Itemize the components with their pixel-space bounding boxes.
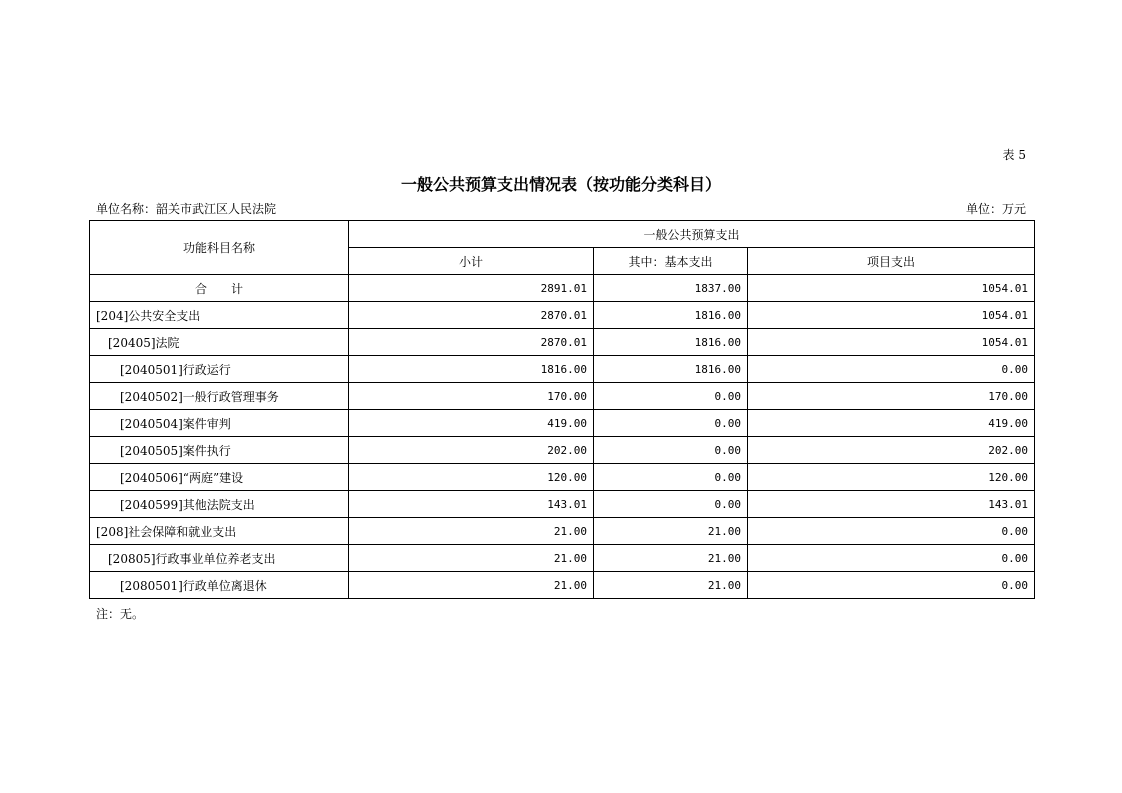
table-row [90,491,1035,518]
row-name: [2080501]行政单位离退休 [90,572,349,599]
row-name: [2040501]行政运行 [90,356,349,383]
unit-name: 单位名称：韶关市武江区人民法院 [96,202,277,216]
table-row [90,437,1035,464]
table-row [90,410,1035,437]
row-subtotal: 2870.01 [349,329,594,356]
row-name: [2040505]案件执行 [90,437,349,464]
table-row [90,302,1035,329]
row-basic: 1816.00 [594,329,748,356]
row-subtotal: 120.00 [349,464,594,491]
table-row [90,329,1035,356]
table-row [90,572,1035,599]
row-project: 202.00 [748,437,1035,464]
row-subtotal: 21.00 [349,572,594,599]
row-basic: 0.00 [594,437,748,464]
row-name: [20405]法院 [90,329,349,356]
row-project: 170.00 [748,383,1035,410]
row-subtotal: 2891.01 [349,275,594,302]
row-name: [208]社会保障和就业支出 [90,518,349,545]
row-name: [2040504]案件审判 [90,410,349,437]
table-row [90,275,1035,302]
row-subtotal: 2870.01 [349,302,594,329]
row-name: 合 计 [90,275,349,302]
row-project: 143.01 [748,491,1035,518]
row-basic: 1816.00 [594,356,748,383]
table-row [90,383,1035,410]
row-project: 0.00 [748,572,1035,599]
header-project: 项目支出 [748,248,1035,275]
row-project: 120.00 [748,464,1035,491]
header-subtotal: 小计 [349,248,594,275]
currency-unit: 单位：万元 [965,202,1026,216]
row-basic: 0.00 [594,410,748,437]
footnote: 注：无。 [96,607,145,621]
row-subtotal: 202.00 [349,437,594,464]
table-row [90,518,1035,545]
row-subtotal: 21.00 [349,545,594,572]
row-subtotal: 143.01 [349,491,594,518]
row-name: [2040506]“两庭”建设 [90,464,349,491]
row-name: [204]公共安全支出 [90,302,349,329]
row-basic: 21.00 [594,545,748,572]
row-subtotal: 1816.00 [349,356,594,383]
row-name: [20805]行政事业单位养老支出 [90,545,349,572]
row-basic: 0.00 [594,464,748,491]
row-basic: 1816.00 [594,302,748,329]
budget-table [89,220,1035,599]
row-basic: 0.00 [594,383,748,410]
row-basic: 0.00 [594,491,748,518]
header-func-name: 功能科目名称 [90,221,349,275]
row-project: 1054.01 [748,302,1035,329]
table-number: 表 5 [1002,148,1026,162]
row-project: 0.00 [748,356,1035,383]
row-name: [2040502]一般行政管理事务 [90,383,349,410]
table-row [90,356,1035,383]
row-project: 419.00 [748,410,1035,437]
row-basic: 1837.00 [594,275,748,302]
row-project: 1054.01 [748,275,1035,302]
row-project: 1054.01 [748,329,1035,356]
table-row [90,464,1035,491]
row-basic: 21.00 [594,572,748,599]
page-title: 一般公共预算支出情况表（按功能分类科目） [400,175,721,194]
row-subtotal: 170.00 [349,383,594,410]
row-project: 0.00 [748,545,1035,572]
header-group: 一般公共预算支出 [349,221,1035,248]
row-basic: 21.00 [594,518,748,545]
table-row [90,545,1035,572]
row-subtotal: 419.00 [349,410,594,437]
row-name: [2040599]其他法院支出 [90,491,349,518]
row-project: 0.00 [748,518,1035,545]
row-subtotal: 21.00 [349,518,594,545]
header-basic: 其中：基本支出 [594,248,748,275]
